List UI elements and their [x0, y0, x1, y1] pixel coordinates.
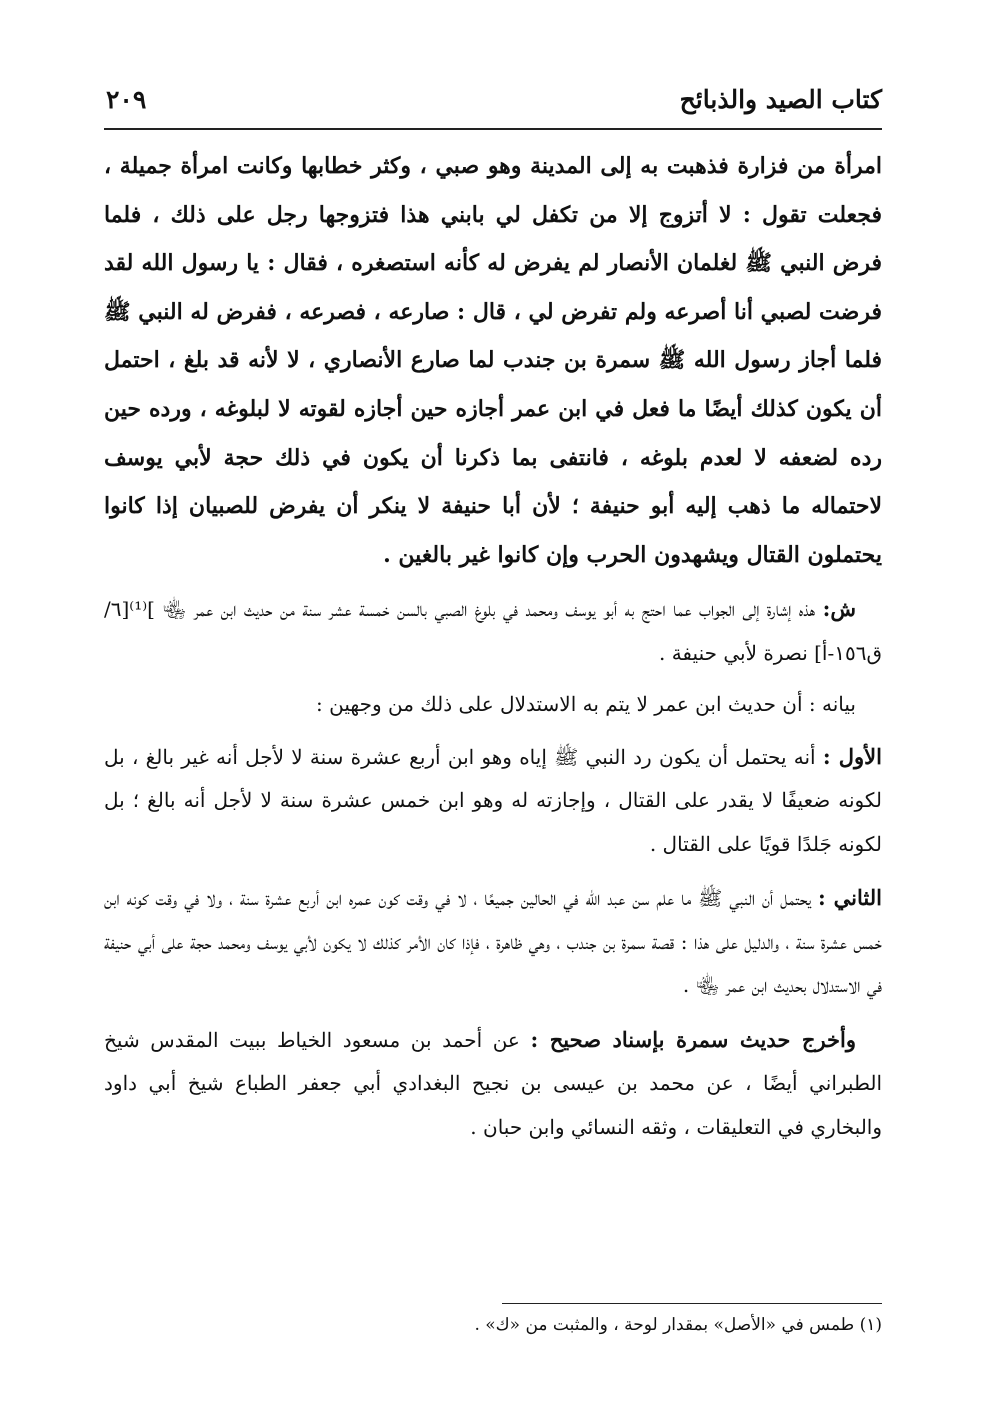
quoted-hadith-text: امرأة من فزارة فذهبت به إلى المدينة وهو صبي ، وكثر خطابها وكانت امرأة جميلة ، فجعلت تقول : لا أتزوج إلا من تكفل لي بابني هذا فتزوجها رجل على ذلك ، فلما فرض النبي ﷺ لغلمان الأنصار لم يفرض له كأنه استصغره ، فقال : يا رسول الله لقد فرضت لصبي أنا أصرعه ولم تفرض لي ، قال : صارعه ، فصرعه ، ففرض له النبي ﷺ فلما أجاز رسول الله ﷺ سمرة بن جندب لما صارع الأنصاري ، لا لأنه قد بلغ ، احتمل أن يكون كذلك أيضًا ما فعل في ابن عمر أجازه حين أجازه لقوته لا لبلوغه ، ورده حين رده لضعفه لا لعدم بلوغه ، فانتفى بما ذكرنا أن يكون في ذلك حجة لأبي يوسف لاحتماله ما ذهب إليه أبو حنيفة ؛ لأن أبا حنيفة لا ينكر أن يفرض للصبيان إذا كانوا يحتملون القتال ويشهدون الحرب وإن كانوا غير بالغين . — [104, 153, 883, 568]
commentary-marker: ش: — [822, 596, 856, 622]
running-header — [106, 74, 882, 124]
hadith-chain-label: وأخرج حديث سمرة بإسناد صحيح : — [530, 1026, 856, 1052]
commentary-paragraph-4 — [104, 876, 882, 1008]
commentary-paragraph-2 — [104, 683, 882, 727]
commentary-text: يحتمل أن النبي ﷺ ما علم سن عبد الله في الحالين جميعًا ، لا في وقت كون عمره ابن أربع عشرة سنة ، ولا في وقت كونه ابن خمس عشرة سنة ، والدليل على هذا : قصة سمرة بن جندب ، وهي ظاهرة ، فإذا كان الأمر كذلك لا يكون لأبي يوسف ومحمد حجة على أبي حنيفة في الاستدلال بحديث ابن عمر ﵄ . — [104, 886, 882, 998]
page-body — [104, 142, 882, 1149]
commentary-text: بيانه : أن حديث ابن عمر لا يتم به الاستدلال على ذلك من وجهين : — [316, 692, 856, 717]
second-point-label: الثاني : — [818, 885, 882, 911]
chapter-title: كتاب الصيد والذبائح — [679, 84, 882, 114]
first-point-label: الأول : — [822, 743, 882, 769]
commentary-paragraph-3 — [104, 735, 882, 867]
commentary-text: هذه إشارة إلى الجواب عما احتج به أبو يوسف ومحمد في بلوغ الصبي بالسن خمسة عشر سنة من حديث ابن عمر ﵄ ]⁽¹⁾[٦/ ق١٥٦-أ] نصرة لأبي حنيفة . — [104, 597, 882, 665]
footnote-divider — [502, 1303, 882, 1304]
header-divider — [104, 128, 882, 130]
footnote: (١) طمس في «الأصل» بمقدار لوحة ، والمثبت من «ك» . — [474, 1315, 882, 1335]
commentary-paragraph-1 — [104, 587, 882, 675]
commentary-text: أنه يحتمل أن يكون رد النبي ﷺ إياه وهو ابن أربع عشرة سنة لا لأجل أنه غير بالغ ، بل لكونه ضعيفًا لا يقدر على القتال ، وإجازته له وهو ابن خمس عشرة سنة لا لأجل أنه بالغ ؛ بل لكونه جَلدًا قويًا على القتال . — [104, 744, 882, 856]
page-number: ٢٠٩ — [106, 84, 147, 114]
commentary-text: عن أحمد بن مسعود الخياط ببيت المقدس شيخ الطبراني أيضًا ، عن محمد بن عيسى بن نجيح البغدادي أبي جعفر الطباع شيخ أبي داود والبخاري في التعليقات ، وثقه النسائي وابن حبان . — [104, 1027, 883, 1139]
commentary-paragraph-5 — [104, 1018, 882, 1150]
